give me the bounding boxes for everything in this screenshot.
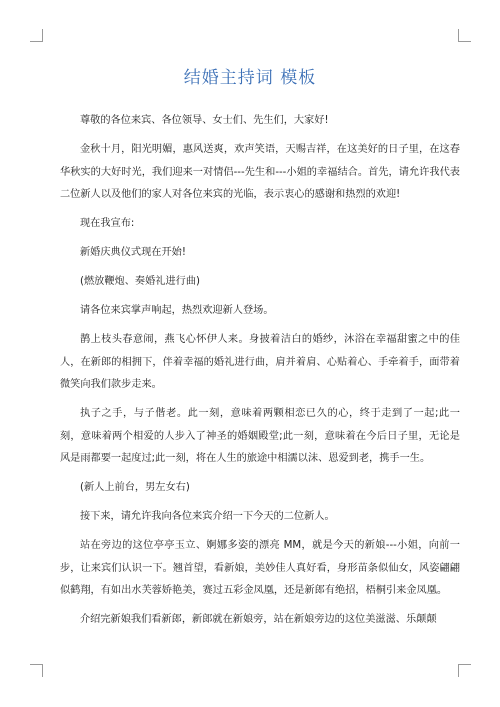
crop-mark-bottom-left [30,664,43,677]
paragraph-groom: 介绍完新娘我们看新郎，新郎就在新娘旁，站在新娘旁边的这位美滋滋、乐颠颠 [80,614,437,625]
paragraph-announce: 现在我宣布: [80,218,135,229]
crop-mark-top-left [30,29,43,42]
paragraph-introduction: 接下来，请允许我向各位来宾介绍一下今天的二位新人。 [80,511,335,522]
crop-mark-bottom-right [458,664,471,677]
document-title: 结婚主持词 模板 [183,68,317,88]
paragraph-greeting: 尊敬的各位来宾、各位领导、女士们、先生们，大家好! [80,115,329,126]
paragraph-ceremony-start: 新婚庆典仪式现在开始! [80,247,186,258]
paragraph-vows: 执子之手，与子偕老。此一刻，意味着两颗相恋已久的心，终于走到了一起;此一刻，意味着两个相爱的人步入了神圣的婚姻殿堂;此一刻，意味着在今后日子里，无论是风是雨都要一起度过;此一刻，将在人生的旅途中相濡以沫、恩爱到老，携手一生。 [60,408,460,464]
crop-mark-top-right [458,29,471,42]
paragraph-opening: 金秋十月，阳光明媚，惠风送爽，欢声笑语，天赐吉祥，在这美好的日子里，在这春华秋实的大好时光，我们迎来一对情侣---先生和---小姐的幸福结合。首先，请允许我代表二位新人以及他们的家人对各位来宾的光临，表示衷心的感谢和热烈的欢迎! [60,144,460,200]
paragraph-entrance: 鹊上枝头春意闹，燕飞心怀伊人来。身披着洁白的婚纱，沐浴在幸福甜蜜之中的佳人，在新郎的相拥下，伴着幸福的婚礼进行曲，肩并着肩、心贴着心、手牵着手，面带着微笑向我们款步走来。 [60,334,460,390]
paragraph-bride: 站在旁边的这位亭亭玉立、婀娜多姿的漂亮 MM，就是今天的新娘---小姐，向前一步，让来宾们认识一下。翘首望，看新娘，美妙佳人真好看，身形苗条似仙女，风姿翩翩似鹤翔，有如出水芙蓉娇艳美，赛过五彩金凤凰，还是新郎有绝招，梧桐引来金凤凰。 [60,540,460,596]
paragraph-stage-position: (新人上前台，男左女右) [80,482,190,493]
paragraph-welcome: 请各位来宾掌声响起，热烈欢迎新人登场。 [80,305,274,316]
document-body [60,110,460,638]
paragraph-stage-direction: (燃放鞭炮、奏婚礼进行曲) [80,276,201,287]
